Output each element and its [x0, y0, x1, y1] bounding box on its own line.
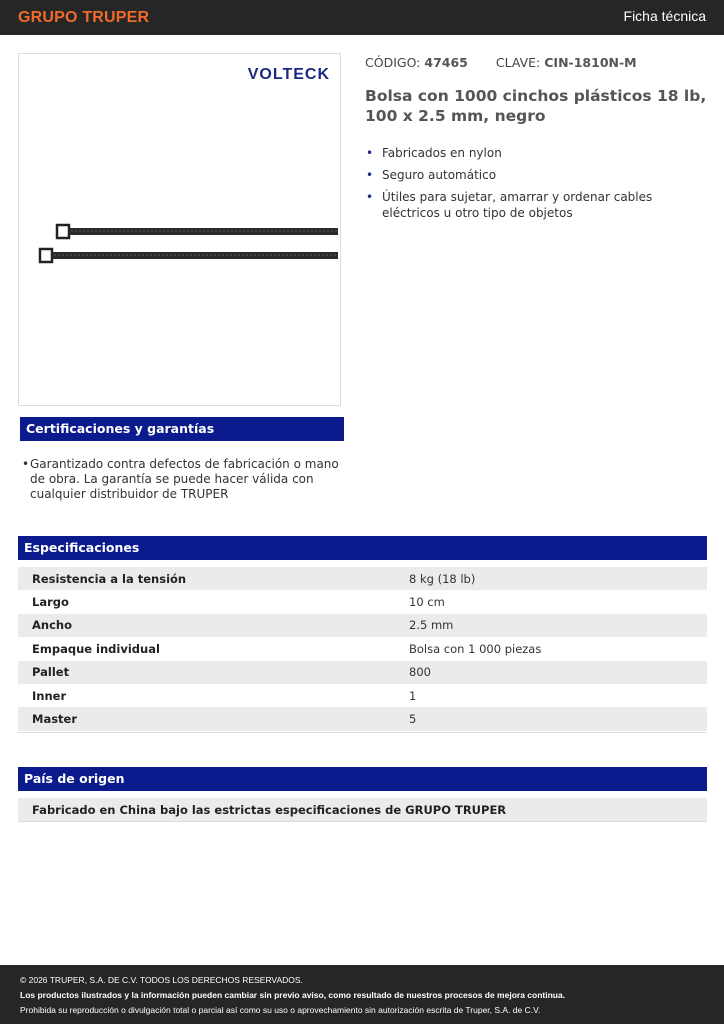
table-row: [18, 661, 707, 684]
cable-tie-lower: [40, 249, 338, 262]
product-title: Bolsa con 1000 cinchos plásticos 18 lb, 100 x 2.5 mm, negro: [365, 87, 707, 125]
cable-tie-upper: [57, 225, 338, 238]
feature-item: • Útiles para sujetar, amarrar y ordenar cables eléctricos u otro tipo de objetos: [365, 189, 710, 221]
certifications-header: Certificaciones y garantías: [20, 417, 344, 441]
volteck-logo: VOLTECK: [247, 66, 330, 83]
footer: [0, 965, 724, 1024]
product-image: [18, 53, 341, 406]
spec-label: Inner: [32, 688, 67, 703]
code-label: CÓDIGO:: [365, 55, 421, 70]
feature-item: • Fabricados en nylon: [365, 145, 710, 161]
spec-value: 1: [409, 688, 417, 703]
product-codes: [365, 55, 637, 70]
code-value: 47465: [424, 55, 468, 70]
spec-label: Resistencia a la tensión: [32, 571, 187, 586]
table-row: [18, 567, 707, 590]
specifications-header: Especificaciones: [18, 536, 707, 560]
feature-item: • Seguro automático: [365, 167, 710, 183]
table-row: [18, 637, 707, 660]
cable-ties-image: [19, 54, 340, 405]
specifications-table: [18, 567, 707, 731]
table-row: [18, 707, 707, 730]
disclaimer-text: Los productos ilustrados y la información pueden cambiar sin previo aviso, como resultado de nuestros procesos de mejora continua.: [20, 990, 566, 1000]
warranty-text-body: Garantizado contra defectos de fabricación o mano de obra. La garantía se puede hacer válida con cualquier distribuidor de TRUPER: [30, 457, 339, 501]
spec-value: 8 kg (18 lb): [409, 571, 476, 586]
copyright-text: © 2026 TRUPER, S.A. DE C.V. TODOS LOS DERECHOS RESERVADOS.: [20, 975, 303, 985]
spec-value: 5: [409, 712, 417, 727]
origin-text: Fabricado en China bajo las estrictas especificaciones de GRUPO TRUPER: [18, 798, 707, 822]
warranty-text: [22, 457, 342, 502]
origin-header: País de origen: [18, 767, 707, 791]
key-label: CLAVE:: [495, 55, 541, 70]
bullet-icon: •: [22, 457, 30, 471]
spec-label: Pallet: [32, 665, 70, 680]
spec-label: Master: [32, 712, 78, 727]
key-value: CIN-1810N-M: [544, 55, 637, 70]
top-bar: [0, 0, 724, 35]
spec-value: 2.5 mm: [409, 618, 454, 633]
spec-label: Empaque individual: [32, 641, 160, 656]
table-row: [18, 614, 707, 637]
spec-value: Bolsa con 1 000 piezas: [409, 641, 542, 656]
feature-list: [365, 145, 710, 227]
brand-logo[interactable]: GRUPO TRUPER: [18, 9, 150, 26]
spec-label: Largo: [32, 595, 69, 610]
table-row: [18, 590, 707, 613]
divider: [18, 732, 707, 733]
spec-value: 800: [409, 665, 431, 680]
table-row: [18, 684, 707, 707]
legal-text: Prohibida su reproducción o divulgación total o parcial así como su uso o aprovechamiento sin autorización escrita de Truper, S.A. de C.V.: [20, 1005, 541, 1015]
spec-value: 10 cm: [409, 595, 445, 610]
document-type: Ficha técnica: [623, 8, 706, 24]
spec-label: Ancho: [32, 618, 72, 633]
